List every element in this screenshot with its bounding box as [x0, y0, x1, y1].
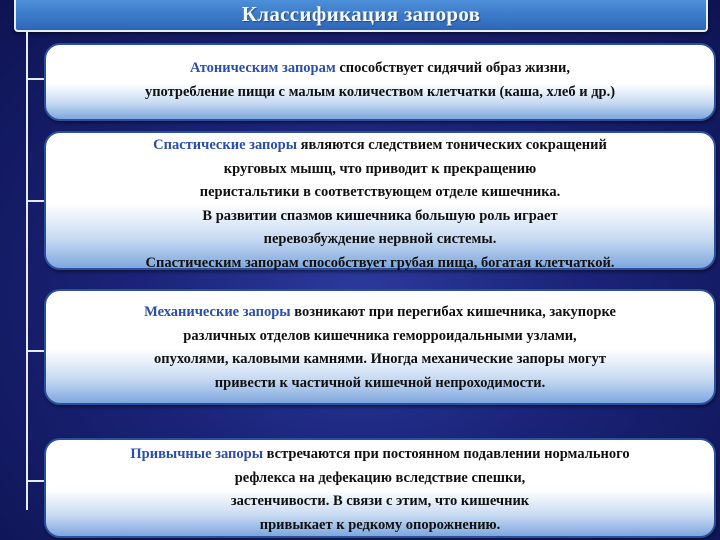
card-line: Спастическим запорам способствует грубая пища, богатая клетчаткой. — [145, 254, 615, 271]
card-line: застенчивости. В связи с этим, что кишечник — [230, 493, 530, 509]
card-line: привести к частичной кишечной непроходимости. — [214, 374, 546, 391]
card-line: В развитии спазмов кишечника большую роль играет — [202, 207, 558, 224]
card-line — [46, 57, 714, 81]
card-atonic — [44, 43, 716, 121]
card-text: являются следствием тонических сокращений — [297, 137, 607, 153]
card-text: возникают при перегибах кишечника, закупорке — [290, 304, 616, 320]
card-text: способствует сидячий образ жизни, — [335, 60, 571, 76]
card-lead: Привычные запоры — [130, 446, 264, 462]
card-habitual — [44, 438, 716, 538]
title-banner — [14, 0, 708, 32]
card-lead: Атоническим запорам — [189, 60, 336, 76]
card-line: различных отделов кишечника геморроидальными узлами, — [183, 327, 577, 344]
card-line: перистальтики в соответствующем отделе кишечника. — [199, 184, 561, 200]
card-text: встречаются при постоянном подавлении нормального — [263, 446, 630, 462]
card-lead: Механические запоры — [144, 304, 291, 320]
slide-title: Классификация запоров — [241, 2, 481, 26]
card-line: круговых мышц, что приводит к прекращению — [223, 160, 537, 177]
card-spastic — [44, 131, 716, 270]
card-mechanical — [44, 289, 716, 405]
card-line: перевозбуждение нервной системы. — [263, 231, 497, 247]
card-line — [46, 443, 714, 467]
card-line: рефлекса на дефекацию вследствие спешки, — [234, 469, 526, 486]
card-line — [46, 301, 714, 325]
card-lead: Спастические запоры — [153, 137, 298, 153]
card-line: употребление пищи с малым количеством клетчатки (каша, хлеб и др.) — [144, 83, 616, 100]
card-line: привыкает к редкому опорожнению. — [259, 516, 501, 533]
tree-connector-vertical — [26, 30, 28, 510]
card-line — [46, 134, 714, 158]
card-line: опухолями, каловыми камнями. Иногда механические запоры могут — [154, 351, 606, 367]
